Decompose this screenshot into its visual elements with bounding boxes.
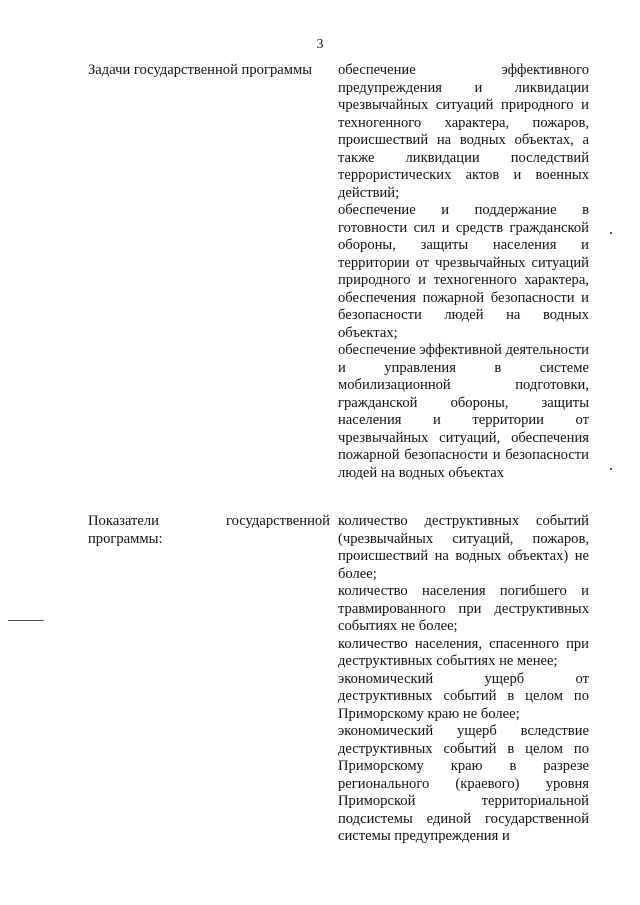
tasks-label: Задачи государственной программы: [88, 62, 313, 78]
tasks-list: [338, 62, 589, 482]
indicators-list: [338, 513, 589, 846]
indicator-item-2: количество населения погибшего и травмированного при деструктивных событиях не более;: [338, 583, 589, 634]
scan-mark: [8, 620, 44, 621]
page-number: 3: [316, 37, 324, 52]
indicator-item-5: экономический ущерб вследствие деструктивных событий в целом по Приморскому краю в разрезе регионального (краевого) уровня Приморской территориальной подсистемы единой государственной системы предупреждения и: [338, 723, 589, 844]
indicator-item-3: количество населения, спасенного при деструктивных событиях не менее;: [338, 635, 589, 669]
indicators-label: Показатели государственной программы:: [88, 513, 330, 547]
task-item-2: обеспечение и поддержание в готовности сил и средств гражданской обороны, защиты населения и территории от чрезвычайных ситуаций природного и техногенного характера, обеспечения пожарной безопасности и безопасности людей на водных объектах;: [338, 202, 589, 341]
task-item-1: обеспечение эффективного предупреждения и ликвидации чрезвычайных ситуаций природного и техногенного характера, пожаров, происшествий на водных объектах, а также ликвидации последствий террористических актов и военных действий;: [338, 62, 589, 201]
scan-dot: [610, 232, 612, 234]
indicator-item-1: количество деструктивных событий (чрезвычайных ситуаций, пожаров, происшествий на водных объектах) не более;: [338, 513, 589, 582]
task-item-3: обеспечение эффективной деятельности и управления в системе мобилизационной подготовки, гражданской обороны, защиты населения и территории от чрезвычайных ситуаций, обеспечения пожарной безопасности и безопасности людей на водных объектах: [338, 342, 589, 481]
indicator-item-4: экономический ущерб от деструктивных событий в целом по Приморскому краю не более;: [338, 670, 589, 722]
scan-dot: [610, 468, 612, 470]
